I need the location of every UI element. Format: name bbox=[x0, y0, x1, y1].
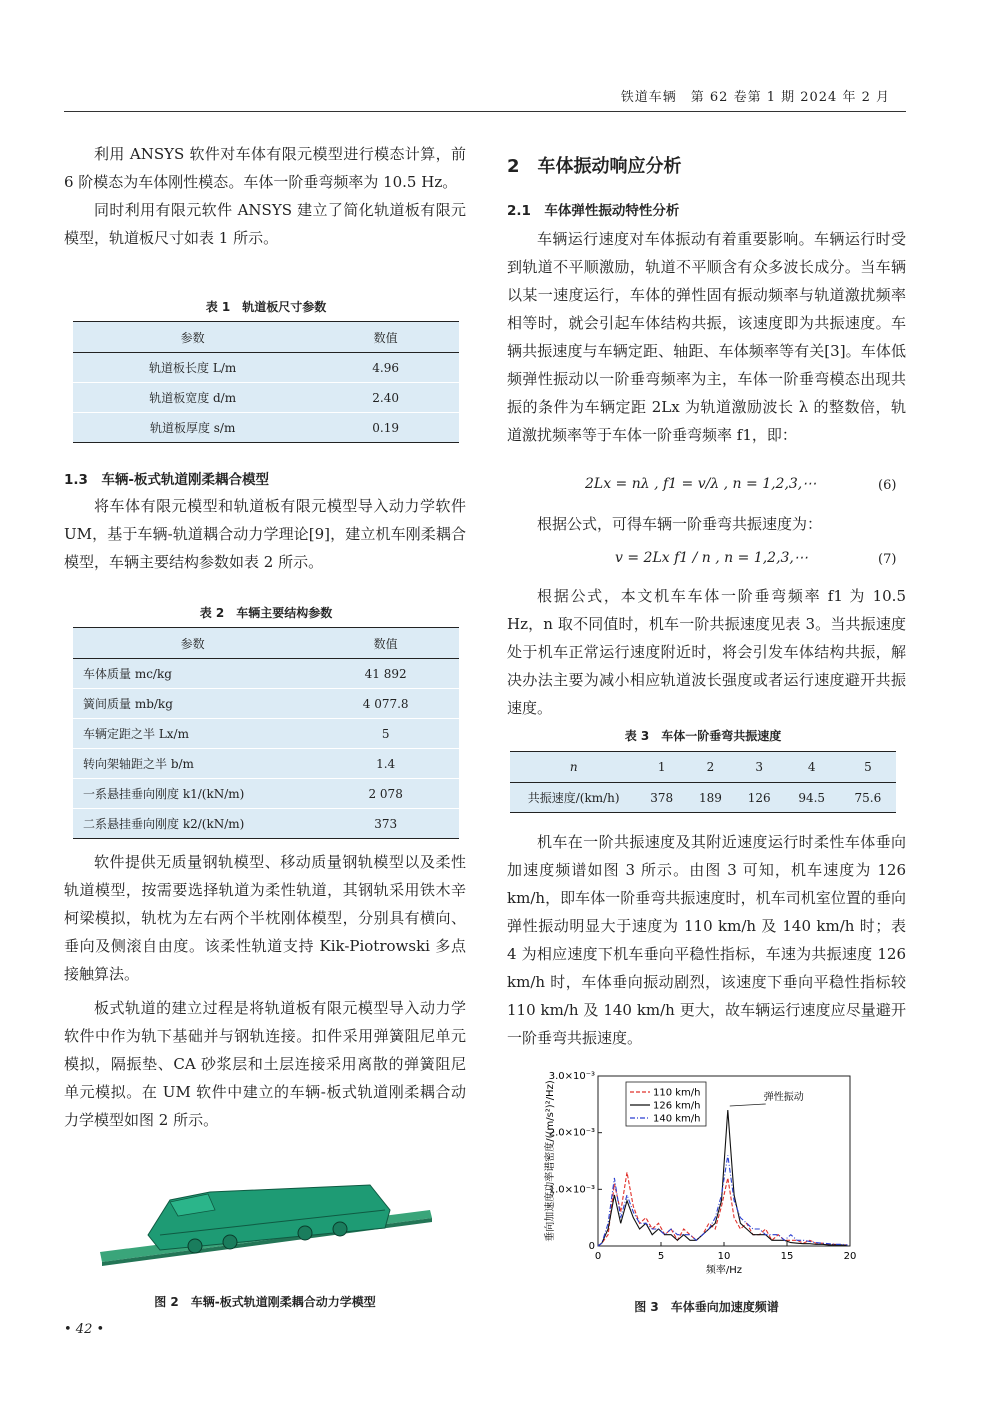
table-cell: 4 077.8 bbox=[312, 689, 459, 719]
x-tick-label: 20 bbox=[843, 1251, 857, 1262]
right-column-top bbox=[507, 225, 906, 449]
table-row bbox=[73, 353, 459, 383]
acceleration-spectrum-chart bbox=[540, 1058, 870, 1278]
table1-header-param: 参数 bbox=[73, 322, 312, 353]
table2-header-param: 参数 bbox=[73, 628, 312, 659]
legend-label: 110 km/h bbox=[653, 1087, 701, 1099]
figure2-caption: 图 2 车辆-板式轨道刚柔耦合动力学模型 bbox=[154, 1295, 376, 1309]
table-row bbox=[73, 689, 459, 719]
page-number: • 42 • bbox=[64, 1322, 105, 1337]
table-cell: 75.6 bbox=[840, 783, 896, 813]
table-row bbox=[73, 719, 459, 749]
series-line-126-km-h bbox=[598, 1110, 848, 1246]
x-tick-label: 5 bbox=[657, 1251, 665, 1262]
equation-6-number: (6) bbox=[878, 478, 897, 493]
table2-caption: 表 2 车辆主要结构参数 bbox=[199, 606, 333, 620]
paragraph-formula-intro: 根据公式，可得车辆一阶垂弯共振速度为： bbox=[537, 515, 823, 533]
annotation-label: 弹性振动 bbox=[763, 1092, 804, 1103]
paragraph-spectrum: 机车在一阶共振速度及其附近速度运行时柔性车体垂向加速度频谱如图 3 所示。由图 3 可知，机车速度为 126 km/h，即车体一阶垂弯共振速度时，机车司机室位置的垂向弹性振动明显大于速度为 110 km/h 及 140 km/h 时；表 4 为相应速度下机车垂向平稳性指标，车速为共振速度 126 km/h 时，车体垂向振动剧烈，该速度下垂向平稳性指标较 110 km/h 及 140 km/h 更大，故车辆运行速度应尽量避开一阶垂弯共振速度。 bbox=[507, 833, 906, 1047]
paragraph-track-model: 同时利用有限元软件 ANSYS 建立了简化轨道板有限元模型，轨道板尺寸如表 1 所示。 bbox=[64, 201, 466, 247]
x-tick-label: 10 bbox=[717, 1251, 731, 1262]
paragraph-modal: 利用 ANSYS 软件对车体有限元模型进行模态计算，前 6 阶模态为车体刚性模态。车体一阶垂弯频率为 10.5 Hz。 bbox=[64, 145, 466, 191]
paragraph-rail-model: 软件提供无质量钢轨模型、移动质量钢轨模型以及柔性轨道模型，按需要选择轨道为柔性轨道，其钢轨采用铁木辛柯梁模拟，轨枕为左右两个半枕刚体模型，分别具有横向、垂向及侧滚自由度。该柔性轨道支持 Kik-Piotrowski 多点接触算法。 bbox=[64, 853, 466, 983]
left-column-mid bbox=[64, 492, 466, 576]
table-cell: 轨道板宽度 d/m bbox=[73, 383, 312, 413]
y-tick-label: 3.0×10⁻³ bbox=[548, 1071, 595, 1082]
table3-header-cell: 3 bbox=[735, 752, 784, 783]
table3-header-cell: 2 bbox=[686, 752, 735, 783]
chart-labels-group bbox=[543, 1071, 856, 1276]
table-cell: 簧间质量 mb/kg bbox=[73, 689, 312, 719]
table-row bbox=[73, 749, 459, 779]
table-row bbox=[73, 809, 459, 839]
table2 bbox=[73, 627, 459, 839]
table-row bbox=[510, 783, 896, 813]
right-column-eq-text bbox=[507, 510, 906, 538]
wheel-shape bbox=[298, 1226, 312, 1240]
table1-caption: 表 1 轨道板尺寸参数 bbox=[205, 300, 327, 314]
table-row bbox=[73, 659, 459, 689]
annotation-arrow bbox=[730, 1104, 766, 1106]
paragraph-resonance: 车辆运行速度对车体振动有着重要影响。车辆运行时受到轨道不平顺激励，轨道不平顺含有众多波长成分。当车辆以某一速度运行，车体的弹性固有振动频率与轨道激扰频率相等时，就会引起车体结构共振，该速度即为共振速度。车辆共振速度与车辆定距、轴距、车体频率等有关[3]。车体低频弹性振动以一阶垂弯频率为主，车体一阶垂弯模态出现共振的条件为车辆定距 2Lx 为轨道激励波长 λ 的整数倍，轨道激扰频率等于车体一阶垂弯频率 f1，即： bbox=[507, 230, 906, 444]
table3-header-cell: 4 bbox=[784, 752, 840, 783]
table-cell: 0.19 bbox=[312, 413, 459, 443]
table-cell: 2 078 bbox=[312, 779, 459, 809]
right-column-bottom bbox=[507, 828, 906, 1052]
figure3-caption: 图 3 车体垂向加速度频谱 bbox=[634, 1300, 779, 1314]
table-cell: 二系悬挂垂向刚度 k2/(kN/m) bbox=[73, 809, 312, 839]
journal-header: 铁道车辆 第 62 卷第 1 期 2024 年 2 月 bbox=[620, 90, 890, 105]
table1-header-value: 数值 bbox=[312, 322, 459, 353]
equation-6: 2Lx = nλ , f1 = v/λ , n = 1,2,3,⋯ bbox=[585, 476, 817, 492]
left-column-top bbox=[64, 140, 466, 252]
wheel-shape bbox=[333, 1222, 347, 1236]
table-cell: 189 bbox=[686, 783, 735, 813]
wheel-shape bbox=[223, 1235, 237, 1249]
equation-7-number: (7) bbox=[878, 552, 897, 567]
paragraph-slab-track: 板式轨道的建立过程是将轨道板有限元模型导入动力学软件中作为轨下基础并与钢轨连接。扣件采用弹簧阻尼单元模拟，隔振垫、CA 砂浆层和土层连接采用离散的弹簧阻尼单元模拟。在 UM 软件中建立的车辆-板式轨道刚柔耦合动力学模型如图 2 所示。 bbox=[64, 999, 466, 1129]
x-tick-label: 0 bbox=[594, 1251, 602, 1262]
table-cell: 车体质量 mc/kg bbox=[73, 659, 312, 689]
section-2-1-heading: 2.1 车体弹性振动特性分析 bbox=[507, 203, 680, 219]
section-2-heading: 2 车体振动响应分析 bbox=[507, 156, 682, 177]
header-rule bbox=[64, 111, 906, 112]
table3-caption: 表 3 车体一阶垂弯共振速度 bbox=[624, 729, 782, 743]
legend-label: 140 km/h bbox=[653, 1113, 701, 1125]
right-column-mid bbox=[507, 582, 906, 722]
table-cell: 轨道板厚度 s/m bbox=[73, 413, 312, 443]
table-cell: 4.96 bbox=[312, 353, 459, 383]
table-cell: 车辆定距之半 Lx/m bbox=[73, 719, 312, 749]
paragraph-resonance-speed: 根据公式，本文机车车体一阶垂弯频率 f1 为 10.5 Hz，n 取不同值时，机车一阶共振速度见表 3。当共振速度处于机车正常运行速度附近时，将会引发车体结构共振，解决办法主要为减小相应轨道波长强度或者运行速度避开共振速度。 bbox=[507, 587, 906, 717]
table-cell: 轨道板长度 L/m bbox=[73, 353, 312, 383]
equation-7: v = 2Lx f1 / n , n = 1,2,3,⋯ bbox=[615, 550, 808, 566]
table-cell: 126 bbox=[735, 783, 784, 813]
table-cell: 41 892 bbox=[312, 659, 459, 689]
y-tick-label: 0 bbox=[588, 1241, 595, 1252]
vehicle-model-figure bbox=[100, 1180, 440, 1280]
table-cell: 373 bbox=[312, 809, 459, 839]
table-cell: 1.4 bbox=[312, 749, 459, 779]
table-cell: 一系悬挂垂向刚度 k1/(kN/m) bbox=[73, 779, 312, 809]
table-cell: 2.40 bbox=[312, 383, 459, 413]
legend-label: 126 km/h bbox=[653, 1100, 701, 1112]
table-row bbox=[73, 413, 459, 443]
table3-header-cell: 1 bbox=[637, 752, 686, 783]
table1 bbox=[73, 321, 459, 443]
table-row bbox=[73, 383, 459, 413]
table-row bbox=[73, 779, 459, 809]
paragraph-coupling: 将车体有限元模型和轨道板有限元模型导入动力学软件 UM，基于车辆-轨道耦合动力学理论[9]，建立机车刚柔耦合模型，车辆主要结构参数如表 2 所示。 bbox=[64, 497, 466, 571]
wheel-shape bbox=[188, 1239, 202, 1253]
section-1-3-heading: 1.3 车辆-板式轨道刚柔耦合模型 bbox=[64, 472, 270, 488]
table3-header-n: n bbox=[510, 752, 637, 783]
x-axis-label: 频率/Hz bbox=[705, 1265, 743, 1276]
table-cell: 共振速度/(km/h) bbox=[510, 783, 637, 813]
table-cell: 5 bbox=[312, 719, 459, 749]
table-cell: 94.5 bbox=[784, 783, 840, 813]
table2-header-value: 数值 bbox=[312, 628, 459, 659]
x-tick-label: 15 bbox=[780, 1251, 794, 1262]
table3 bbox=[510, 751, 896, 813]
table-cell: 378 bbox=[637, 783, 686, 813]
table-cell: 转向架轴距之半 b/m bbox=[73, 749, 312, 779]
y-tick-label: 2.0×10⁻³ bbox=[548, 1127, 595, 1139]
chart-series-group bbox=[598, 1110, 848, 1246]
left-column-bottom bbox=[64, 848, 466, 1134]
y-tick-label: 1.0×10⁻³ bbox=[548, 1184, 595, 1196]
y-axis-label: 垂向加速度功率谱密度/((m/s²)²/Hz) bbox=[545, 1080, 556, 1242]
table3-header-cell: 5 bbox=[840, 752, 896, 783]
